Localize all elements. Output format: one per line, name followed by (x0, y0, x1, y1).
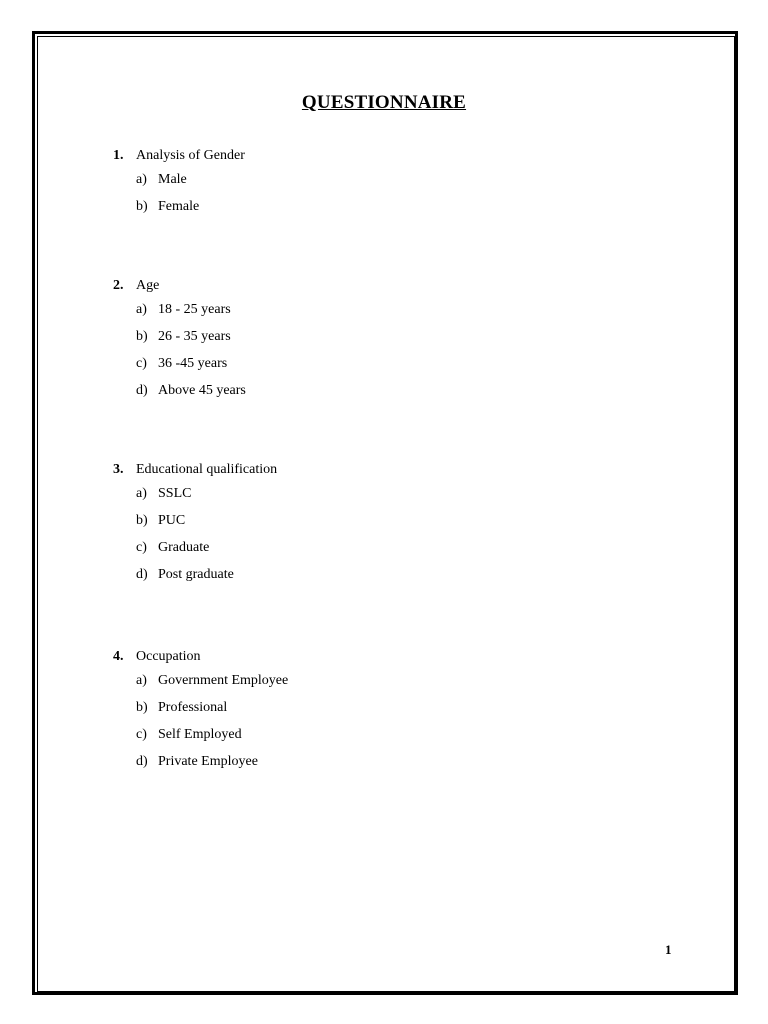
option-letter: b) (136, 700, 148, 715)
option-text: Professional (158, 700, 228, 715)
option-item (113, 377, 246, 404)
option-item (113, 193, 245, 220)
option-text: 26 - 35 years (158, 329, 231, 344)
option-text: 18 - 25 years (158, 302, 231, 317)
option-text: Male (158, 172, 187, 187)
page-title: QUESTIONNAIRE (301, 92, 467, 113)
option-text: Above 45 years (158, 383, 246, 398)
question-number: 1. (113, 148, 124, 163)
option-letter: d) (136, 754, 148, 769)
question-text: Analysis of Gender (136, 148, 245, 163)
question-age (113, 276, 246, 404)
question-number: 3. (113, 462, 124, 477)
option-letter: d) (136, 383, 148, 398)
option-text: PUC (158, 513, 186, 528)
option-item (113, 166, 245, 193)
option-letter: c) (136, 540, 147, 555)
question-header (113, 276, 246, 296)
question-header (113, 460, 277, 480)
question-header (113, 647, 288, 667)
question-number: 2. (113, 278, 124, 293)
option-text: 36 -45 years (158, 356, 228, 371)
option-text: Government Employee (158, 673, 289, 688)
question-occupation (113, 647, 288, 775)
option-item (113, 721, 288, 748)
option-text: Private Employee (158, 754, 258, 769)
option-text: SSLC (158, 486, 192, 501)
option-letter: a) (136, 486, 147, 501)
option-item (113, 296, 246, 323)
option-letter: a) (136, 172, 147, 187)
question-text: Age (136, 278, 160, 293)
option-text: Post graduate (158, 567, 234, 582)
question-number: 4. (113, 649, 124, 664)
option-item (113, 561, 277, 588)
option-item (113, 323, 246, 350)
question-text: Occupation (136, 649, 201, 664)
option-item (113, 667, 288, 694)
option-item (113, 694, 288, 721)
option-text: Female (158, 199, 200, 214)
question-education (113, 460, 277, 588)
question-gender (113, 146, 245, 220)
option-letter: b) (136, 513, 148, 528)
option-item (113, 507, 277, 534)
option-letter: d) (136, 567, 148, 582)
option-item (113, 748, 288, 775)
option-letter: b) (136, 199, 148, 214)
page-number: 1 (665, 942, 672, 957)
question-header (113, 146, 245, 166)
option-item (113, 534, 277, 561)
option-letter: a) (136, 302, 147, 317)
option-letter: a) (136, 673, 147, 688)
question-text: Educational qualification (136, 462, 278, 477)
option-text: Graduate (158, 540, 210, 555)
option-letter: b) (136, 329, 148, 344)
option-item (113, 350, 246, 377)
option-item (113, 480, 277, 507)
option-text: Self Employed (158, 727, 242, 742)
option-letter: c) (136, 356, 147, 371)
option-letter: c) (136, 727, 147, 742)
